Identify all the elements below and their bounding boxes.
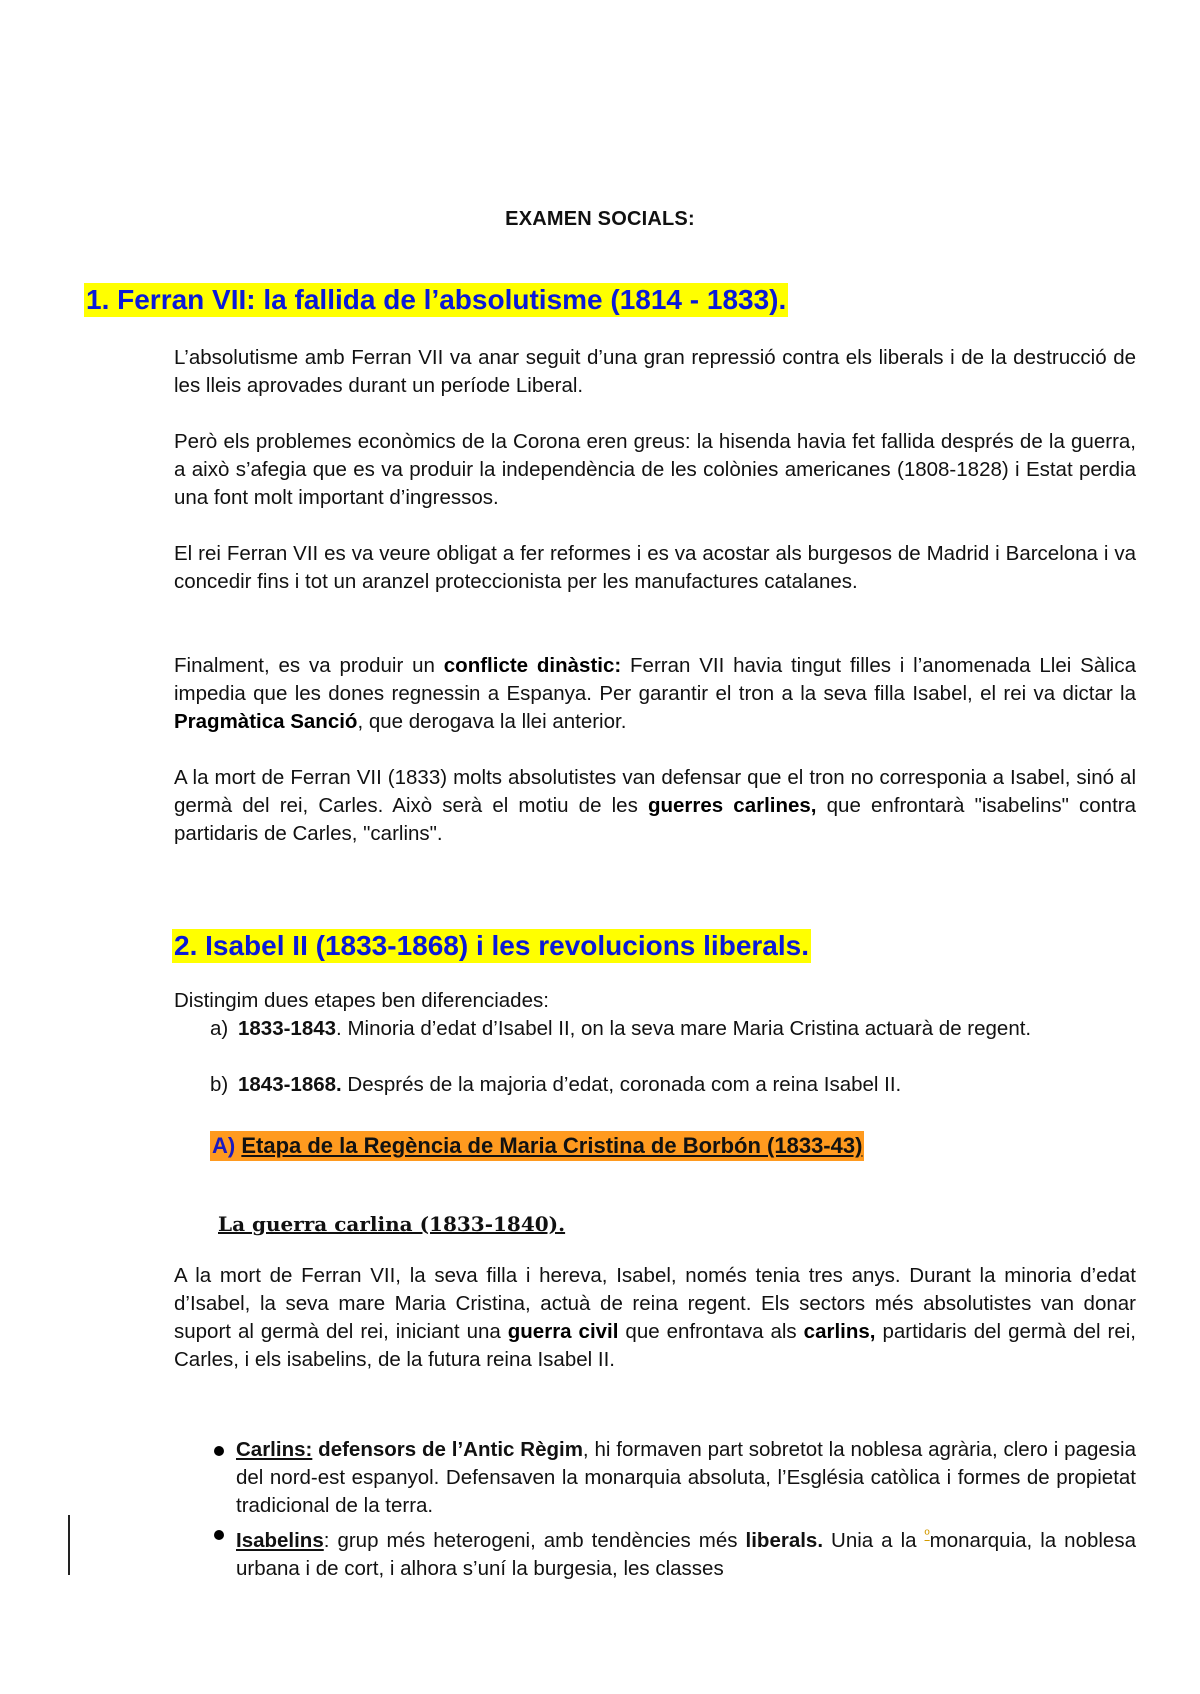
list-item-b xyxy=(210,1071,1136,1099)
p5-text-a: A la mort de Ferran VII (1833) molts absolutistes van defensar que el tron no corresponia a Isabel, sinó al germà del rei, Carles. Això serà el motiu de les xyxy=(174,766,1136,817)
list-item-a-bold: 1833-1843 xyxy=(238,1017,337,1040)
p4-text-e: , que derogava la llei anterior. xyxy=(357,710,627,733)
bullet-dot-icon xyxy=(214,1530,224,1540)
section1-heading: 1. Ferran VII: la fallida de l’absolutisme (1814 - 1833). xyxy=(86,284,787,315)
section1-paragraph-3: El rei Ferran VII es va veure obligat a fer reformes i es va acostar als burgesos de Madrid i Barcelona i va concedir fins i tot un aranzel proteccionista per les manufactures catalanes. xyxy=(174,542,1136,593)
list-item-a xyxy=(210,1015,1136,1043)
bullet-carlins xyxy=(214,1436,1136,1520)
s2p1-bold-guerra: guerra civil xyxy=(507,1320,619,1343)
p5-text-c: que enfrontarà "isabelins" contra partidaris de Carles, "carlins". xyxy=(174,794,1136,845)
subheading-a-wrap xyxy=(210,1131,864,1161)
p4-bold-conflict: conflicte dinàstic: xyxy=(443,654,622,677)
bullet-carlins-bold: defensors de l’Antic Règim xyxy=(312,1438,583,1461)
bullet-isabelins xyxy=(214,1520,1136,1583)
s2p1-text-e: partidaris del germà del rei, Carles, i els isabelins, de la futura reina Isabel II. xyxy=(174,1320,1136,1371)
bullet-isabelins-colon: : xyxy=(323,1528,330,1552)
bullet-carlins-text: , hi formaven part sobretot la noblesa agrària, clero i pagesia del nord-est espanyol. Defensaven la monarquia absoluta, l’Església catòlica i formes de propietat tradicional de la terra. xyxy=(236,1438,1136,1517)
section-h3-guerra-carlina: La guerra carlina (1833-1840). xyxy=(218,1212,566,1236)
s2p1-text-c: que enfrontava als xyxy=(618,1320,804,1343)
section1-paragraph-4 xyxy=(174,652,1136,736)
s2p1-text-a: A la mort de Ferran VII, la seva filla i hereva, Isabel, només tenia tres anys. Durant la minoria d’edat d’Isabel, la seva mare Maria Cristina, actuà de reina regent. Els sectors més absolutistes van donar suport al germà del rei, iniciant una xyxy=(174,1264,1136,1343)
bullet-isabelins-label: Isabelins xyxy=(236,1528,324,1552)
document-title: EXAMEN SOCIALS: xyxy=(505,208,695,230)
section1-heading-wrap xyxy=(84,283,788,317)
comment-marker-icon[interactable]: º xyxy=(924,1526,930,1542)
bullet-isabelins-bold: liberals. xyxy=(745,1528,824,1552)
section1-paragraph-2: Però els problemes econòmics de la Corona eren greus: la hisenda havia fet fallida després de la guerra, a això s’afegia que es va produir la independència de les colònies americanes (1808-1828) i Estat perdia una font molt important d’ingressos. xyxy=(174,430,1136,509)
section2-paragraph-1 xyxy=(174,1262,1136,1374)
s2p1-bold-carlins: carlins, xyxy=(803,1320,876,1343)
subheading-a xyxy=(210,1131,864,1161)
change-bar-line xyxy=(68,1515,70,1575)
subheading-a-text: Etapa de la Regència de Maria Cristina de Borbón (1833-43) xyxy=(241,1133,863,1158)
list-item-b-label: b) xyxy=(210,1073,229,1096)
section1-paragraph-5 xyxy=(174,764,1136,848)
bullet-isabelins-text-a: grup més heterogeni, amb tendències més xyxy=(329,1528,746,1552)
section2-heading: 2. Isabel II (1833-1868) i les revolucions liberals. xyxy=(174,930,809,961)
section2-heading-wrap xyxy=(172,929,811,963)
section1-paragraph-1: L’absolutisme amb Ferran VII va anar seguit d’una gran repressió contra els liberals i de la destrucció de les lleis aprovades durant un període Liberal. xyxy=(174,346,1136,397)
p4-text-a: Finalment, es va produir un xyxy=(174,654,444,677)
list-item-b-bold: 1843-1868. xyxy=(238,1073,342,1096)
list-item-a-text: . Minoria d’edat d’Isabel II, on la seva mare Maria Cristina actuarà de regent. xyxy=(336,1017,1032,1040)
bullet-isabelins-text-c: monarquia, la noblesa urbana i de cort, i alhora s’uní la burgesia, les classes xyxy=(236,1528,1136,1580)
p5-bold-guerres: guerres carlines, xyxy=(647,794,817,817)
list-item-b-text: Després de la majoria d’edat, coronada com a reina Isabel II. xyxy=(341,1073,902,1096)
p4-bold-pragmatica: Pragmàtica Sanció xyxy=(174,710,358,733)
p4-text-c: Ferran VII havia tingut filles i l’anomenada Llei Sàlica impedia que les dones regnessin a Espanya. Per garantir el tron a la seva filla Isabel, el rei va dictar la xyxy=(174,654,1136,705)
subheading-a-label: A) xyxy=(212,1133,236,1158)
bullet-dot-icon xyxy=(214,1446,224,1456)
section2-intro: Distingim dues etapes ben diferenciades: xyxy=(174,989,549,1012)
bullet-isabelins-text-b: Unia a la xyxy=(823,1528,925,1552)
bullet-carlins-label: Carlins: xyxy=(236,1438,313,1461)
list-item-a-label: a) xyxy=(210,1017,229,1040)
